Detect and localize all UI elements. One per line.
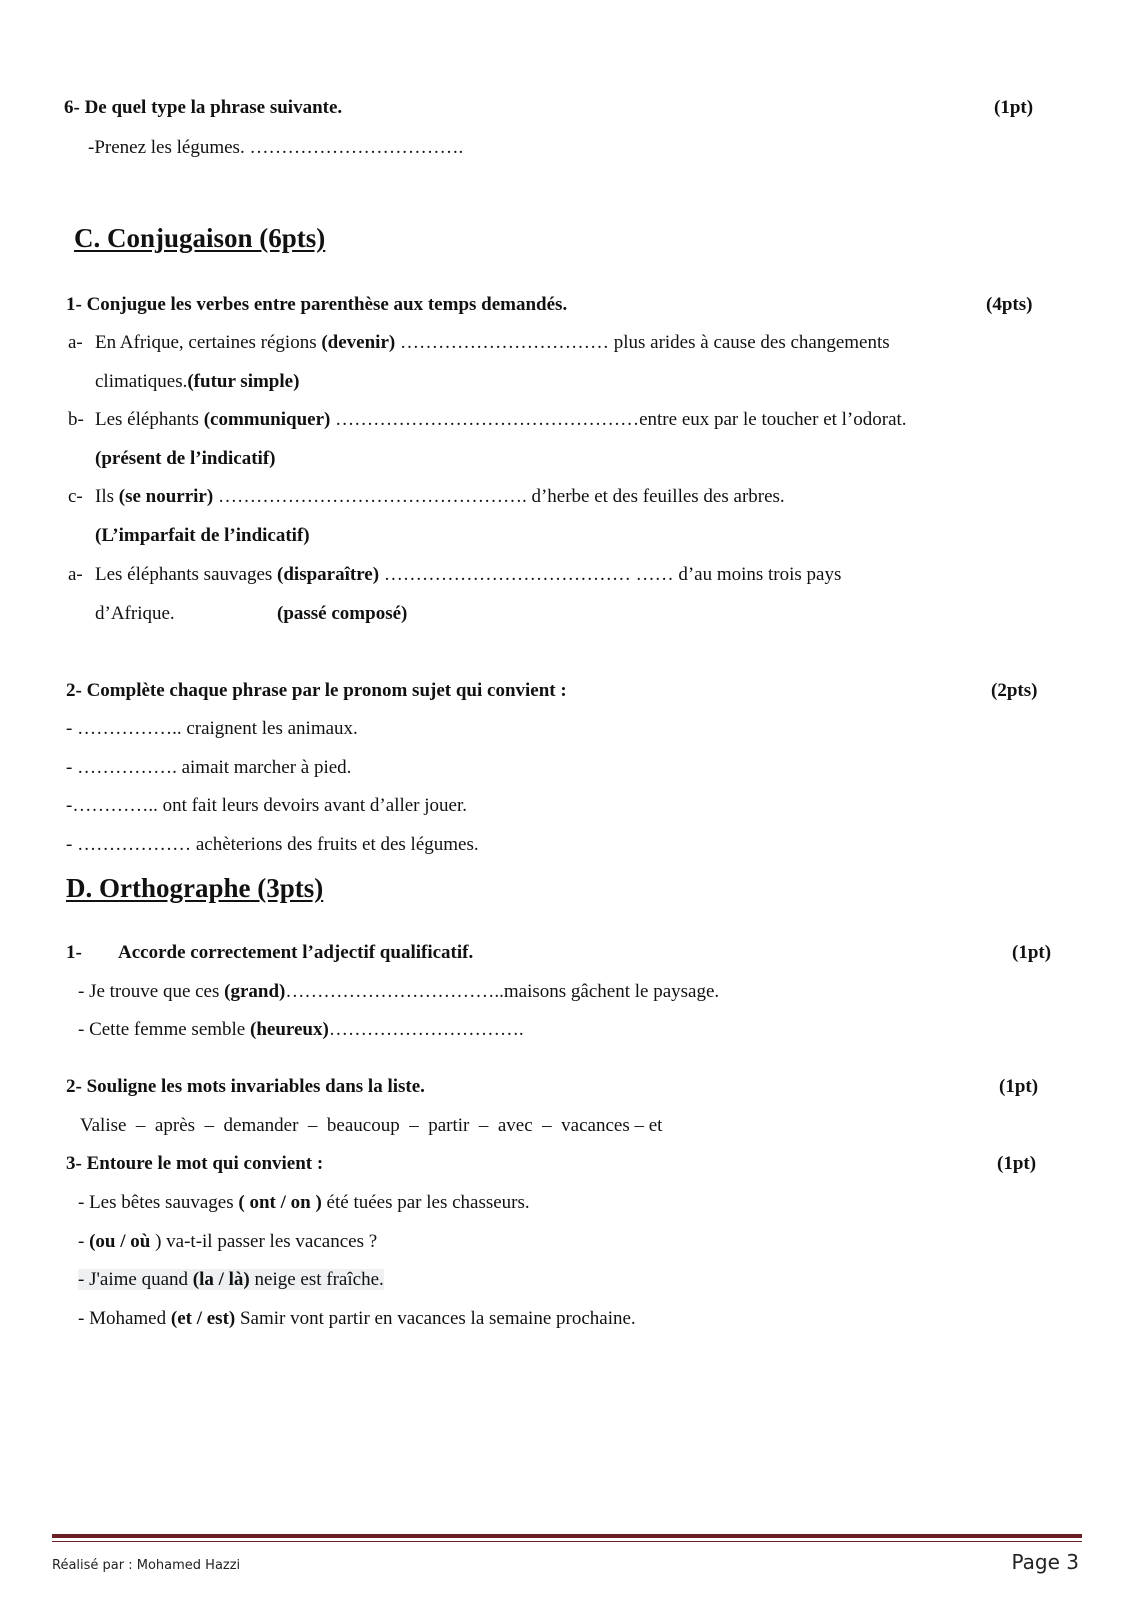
ortho-q3-line3-choice: (la / là) xyxy=(192,1269,250,1290)
conj-item-a xyxy=(95,332,890,354)
conj-item-c-letter: c- xyxy=(68,486,83,507)
conj-item-a-line2 xyxy=(95,371,299,393)
ortho-q3-line2 xyxy=(78,1231,377,1253)
footer-rule-thin xyxy=(52,1541,1082,1542)
conj-item-a-verb: (devenir) xyxy=(321,332,396,353)
conj-item-b xyxy=(95,409,907,431)
ortho-q1-line2 xyxy=(78,1019,524,1041)
ortho-q3-line4-post: Samir vont partir en vacances la semaine prochaine. xyxy=(235,1308,636,1329)
conj-item-c-tense: (L’imparfait de l’indicatif) xyxy=(95,525,310,546)
ortho-q3-line3 xyxy=(78,1269,384,1291)
q6-sentence: -Prenez les légumes. ……………………………. xyxy=(88,137,464,158)
conj-item-a-letter: a- xyxy=(68,332,83,353)
ortho-q1-line2-post: …………………………. xyxy=(328,1019,524,1040)
conj-item-b-verb: (communiquer) xyxy=(203,409,331,430)
conj-item-d xyxy=(95,564,841,586)
conj-item-c-pre: Ils xyxy=(95,486,119,507)
conj-q1-title: 1- Conjugue les verbes entre parenthèse aux temps demandés. xyxy=(66,294,568,315)
ortho-q3-line4-choice: (et / est) xyxy=(170,1308,236,1329)
ortho-q1-line1-word: (grand) xyxy=(224,981,286,1002)
pronoun-item: - ……………. aimait marcher à pied. xyxy=(66,757,352,778)
ortho-q1-line2-pre: - Cette femme semble xyxy=(78,1019,250,1040)
q6-title xyxy=(64,97,342,119)
ortho-q3-line3-post: neige est fraîche. xyxy=(249,1269,384,1290)
conj-item-c xyxy=(95,486,785,508)
ortho-q3-line2-choice: (ou / où xyxy=(89,1231,151,1252)
ortho-q2-points: (1pt) xyxy=(999,1076,1039,1097)
ortho-q3-line2-post: ) va-t-il passer les vacances ? xyxy=(150,1231,378,1252)
pronoun-item: - ……………… achèterions des fruits et des légumes. xyxy=(66,834,479,855)
q6-number: 6- xyxy=(64,97,80,118)
conj-item-d-post: ………………………………… …… d’au moins trois pays xyxy=(379,564,842,585)
ortho-q1-number: 1- xyxy=(66,942,82,963)
ortho-q3-line4-pre: - Mohamed xyxy=(78,1308,171,1329)
footer-author: Réalisé par : Mohamed Hazzi xyxy=(52,1558,241,1573)
conj-item-b-letter: b- xyxy=(68,409,84,430)
pronoun-item: -………….. ont fait leurs devoirs avant d’aller jouer. xyxy=(66,795,468,816)
conj-item-c-verb: (se nourrir) xyxy=(118,486,214,507)
ortho-q1-line1-pre: - Je trouve que ces xyxy=(78,981,225,1002)
conj-item-d-letter: a- xyxy=(68,564,83,585)
conj-item-a-pre: En Afrique, certaines régions xyxy=(95,332,322,353)
ortho-q1-title: Accorde correctement l’adjectif qualificatif. xyxy=(118,942,474,963)
conj-item-d-tense: (passé composé) xyxy=(277,603,408,624)
ortho-q3-title: 3- Entoure le mot qui convient : xyxy=(66,1153,324,1174)
ortho-q2-title: 2- Souligne les mots invariables dans la liste. xyxy=(66,1076,425,1097)
ortho-q1-line1 xyxy=(78,981,719,1003)
section-heading-conjugaison: C. Conjugaison (6pts) xyxy=(74,223,326,253)
conj-item-a-line2-text: climatiques. xyxy=(95,371,188,392)
section-heading-orthographe: D. Orthographe (3pts) xyxy=(66,873,324,903)
ortho-q1-line1-post: ……………………………..maisons gâchent le paysage. xyxy=(285,981,720,1002)
conj-item-a-tense: (futur simple) xyxy=(187,371,300,392)
q6-title-text: De quel type la phrase suivante. xyxy=(84,97,343,118)
conj-item-b-pre: Les éléphants xyxy=(95,409,204,430)
ortho-q3-line4 xyxy=(78,1308,636,1330)
conj-q2-points: (2pts) xyxy=(991,680,1038,701)
ortho-q3-line1-post: été tuées par les chasseurs. xyxy=(321,1192,530,1213)
ortho-q3-line1-choice: ( ont / on ) xyxy=(238,1192,322,1213)
footer-rule-thick xyxy=(52,1534,1082,1538)
conj-item-c-post: …………………………………………. d’herbe et des feuilles des arbres. xyxy=(213,486,785,507)
conj-item-d-line2: d’Afrique. xyxy=(95,603,175,624)
ortho-q2-word-list: Valise – après – demander – beaucoup – partir – avec – vacances – et xyxy=(80,1115,663,1136)
conj-item-b-tense: (présent de l’indicatif) xyxy=(95,448,276,469)
ortho-q3-line2-pre: - xyxy=(78,1231,90,1252)
footer-page-number: Page 3 xyxy=(1011,1550,1079,1574)
ortho-q3-points: (1pt) xyxy=(997,1153,1037,1174)
ortho-q1-line2-word: (heureux) xyxy=(250,1019,329,1040)
ortho-q3-line1 xyxy=(78,1192,530,1214)
ortho-q3-line3-pre: - J'aime quand xyxy=(78,1269,193,1290)
pronoun-item: - …………….. craignent les animaux. xyxy=(66,718,358,739)
ortho-q1-points: (1pt) xyxy=(1012,942,1052,963)
conj-item-a-post: …………………………… plus arides à cause des changements xyxy=(395,332,890,353)
conj-item-d-pre: Les éléphants sauvages xyxy=(95,564,278,585)
conj-q1-points: (4pts) xyxy=(986,294,1033,315)
q6-points: (1pt) xyxy=(994,97,1034,118)
conj-item-b-post: …………………………………………entre eux par le toucher et l’odorat. xyxy=(330,409,907,430)
conj-item-d-verb: (disparaître) xyxy=(277,564,380,585)
conj-q2-title: 2- Complète chaque phrase par le pronom sujet qui convient : xyxy=(66,680,567,701)
ortho-q3-line1-pre: - Les bêtes sauvages xyxy=(78,1192,239,1213)
